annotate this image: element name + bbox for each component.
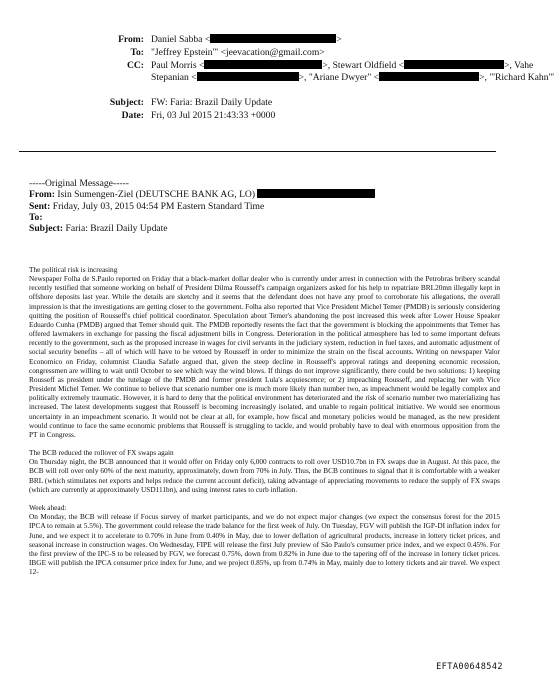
cc-line-2 xyxy=(151,72,554,84)
paragraph-fx-swaps: On Thursday night, the BCB announced that it would offer on Friday only 6,000 contracts to roll over USD10.7bn in FX swaps due in August. At this pace, the BCB will roll over only 60% of the next maturity, approximately, down from 70% in July. Thus, the BCB continues to signal that it is comfortable with a weaker BRL (which stimulates net exports and helps reduce the current account deficit), taking advantage of appreciating movements to reduce the supply of FX swaps (which are currently at approximately USD111bn), and using interest rates to curb inflation. xyxy=(29,457,500,494)
date-value: Fri, 03 Jul 2015 21:43:33 +0000 xyxy=(151,110,276,121)
redaction-block xyxy=(257,189,375,198)
section-heading-week-ahead: Week ahead: xyxy=(29,503,67,513)
orig-to-row xyxy=(29,212,375,223)
from-value xyxy=(151,34,342,46)
email-body xyxy=(29,265,500,576)
cc-name-2: >, Stewart Oldfield < xyxy=(322,60,405,71)
date-label: Date: xyxy=(121,110,144,121)
orig-subject-value: Faria: Brazil Daily Update xyxy=(65,223,168,235)
header-divider xyxy=(19,151,496,152)
orig-from-label: From: xyxy=(29,189,55,201)
orig-sent-row xyxy=(29,201,375,212)
subject-label: Subject: xyxy=(109,97,144,108)
paragraph-week-ahead: On Monday, the BCB will release if Focus survey of market participants, and we do not expect major changes (we expect the consensus forest for the 2015 IPCA to remain at 5.5%). The government could release the trade balance for the first week of July. On Tuesday, FGV will publish the IGP-DI inflation index for June, and we expect it to accelerate to 0.70% in June from 0.40% in May, due to lower deflation of agricultural products, increase in lottery ticket prices, and seasonal increase in construction wages. On Wednesday, FIPE will release the first July preview of São Paulo's consumer price index, and we expect 0.45%. For the first preview of the IPC-S to be released by FGV, we forecast 0.75%, down from 0.82% in June due to the tapering off of the increase in lottery ticket prices. IBGE will publish the IPCA consumer price index for June, and we project 0.85%, up from 0.74% in May, mainly due to lottery tickets and air travel. We expect 12- xyxy=(29,512,500,577)
redaction-block xyxy=(210,34,336,43)
from-bracket: > xyxy=(336,34,342,45)
cc-name-1: Paul Morris < xyxy=(151,60,205,71)
orig-from-row xyxy=(29,189,375,200)
cc-line-1 xyxy=(151,60,533,72)
orig-sent-label: Sent: xyxy=(29,200,51,212)
redaction-block xyxy=(204,60,322,69)
redaction-block xyxy=(379,72,479,81)
orig-sent-value: Friday, July 03, 2015 04:54 PM Eastern Standard Time xyxy=(52,200,265,212)
cc-label: CC: xyxy=(126,60,144,71)
paragraph-gap xyxy=(29,494,500,503)
redaction-block xyxy=(404,60,504,69)
redaction-block xyxy=(197,72,299,81)
original-message-divider: -----Original Message----- xyxy=(29,178,129,189)
section-heading-political-risk: The political risk is increasing xyxy=(29,265,118,274)
orig-from-value: Isin Sumengen-Ziel (DEUTSCHE BANK AG, LO) xyxy=(57,189,256,201)
cc-name-6: >, "'Richard Kahn'" xyxy=(479,72,554,83)
to-value: "Jeffrey Epstein'" <jeevacation@gmail.com> xyxy=(151,47,325,58)
from-label: From: xyxy=(118,34,144,45)
orig-subject-row xyxy=(29,223,375,234)
cc-name-5: >, "Ariane Dwyer" < xyxy=(298,72,380,83)
orig-subject-label: Subject: xyxy=(29,223,64,235)
subject-value: FW: Faria: Brazil Daily Update xyxy=(151,97,273,108)
original-message-header xyxy=(29,178,375,234)
cc-name-3: >, Vahe xyxy=(504,60,534,71)
cc-name-4: Stepanian < xyxy=(151,72,197,83)
from-name: Daniel Sabba < xyxy=(151,34,211,45)
paragraph-political-risk: Newspaper Folha de S.Paulo reported on Friday that a black-market dollar dealer who is currently under arrest in connection with the Petrobras bribery scandal recently testified that someone working on behalf of President Dilma Rousseff's campaign organizers asked for his help to repatriate BRL20mn illegally kept in offshore deposits last year. While the details are sketchy and it seems that the defendant does not have any proof to corroborate his allegations, the overall impression is that the investigations are getting closer to the government. Folha also reported that Vice President Michel Temer (PMDB) is seriously considering quitting the position of Rousseff's chief political coordinator. Speculation about Temer's abandoning the post increased this week after Lower House Speaker Eduardo Cunha (PMDB) argued that Temer should quit. The PMDB reportedly resents the fact that the government is blocking the appointments that Temer has offered lawmakers in exchange for passing the fiscal adjustment bills in Congress. Deterioration in the political atmosphere has led to some important defeats recently to the government, such as the proposed increase in wages for civil servants in the judiciary system, reduction in fuel taxes, and automatic adjustment of social security benefits – all of which will have to be vetoed by Rousseff in order to minimize the strain on the fiscal accounts. Writing on newspaper Valor Economico on Friday, columnist Claudia Safatle argued that, given the steep decline in Rousseff's approval ratings and deepening economic recession, congressmen are willing to wait until October to see which way the wind blows. If things do not improve significantly, there could be two solutions: 1) keeping Rousseff as president under the tutelage of the PMDB and former president Lula's acquiescence; or 2) impeaching Rousseff, and replacing her with Vice President Michel Temer. We continue to believe that scenario number one is much more likely than number two, as impeachment would be legally complex and politically extremely traumatic. However, it is hard to deny that the political environment has deteriorated and the risk of scenario number two materializing has increased. The latest developments suggest that Rousseff is becoming increasingly isolated, and unable to regain political initiative. We would see enormous uncertainty in an impeachment scenario. It would not be clear at all, for example, how fiscal and monetary policies would be managed, as the new president would continue to face the same economic problems that Rousseff is struggling to tackle, and would probably have to deal with enormous opposition from the PT in Congress. xyxy=(29,274,500,439)
document-id: EFTA00648542 xyxy=(436,662,503,672)
to-label: To: xyxy=(130,47,144,58)
section-heading-fx-swaps: The BCB reduced the rollover of FX swaps again xyxy=(29,448,174,458)
orig-to-label: To: xyxy=(29,211,43,223)
paragraph-gap xyxy=(29,439,500,448)
